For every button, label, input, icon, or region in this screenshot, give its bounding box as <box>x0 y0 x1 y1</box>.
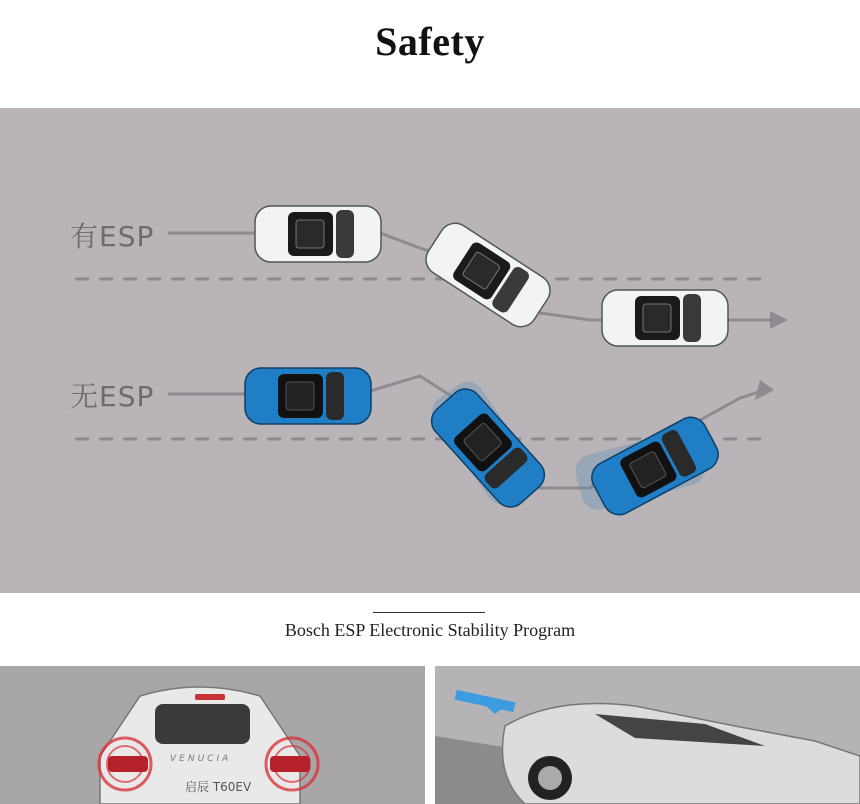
script-text: VENUCIA <box>170 754 232 764</box>
path-with-esp-arrow-head <box>770 311 788 329</box>
white-car-3 <box>602 290 728 346</box>
blue-car-1 <box>245 368 371 424</box>
path-without-esp-arrow-head <box>755 380 774 400</box>
white-car-1 <box>255 206 381 262</box>
label-without-esp: 无ESP <box>70 380 155 413</box>
white-car-2 <box>420 217 556 333</box>
rear-brake-lights-photo <box>0 666 425 804</box>
esp-diagram <box>0 108 860 593</box>
page-title: Safety <box>375 19 485 64</box>
hill-car-illustration <box>435 666 860 804</box>
badge-text: 启辰 T60EV <box>185 780 252 794</box>
section-caption: Bosch ESP Electronic Stability Program <box>284 620 576 640</box>
hill-climb-photo <box>435 666 860 804</box>
esp-diagram-graphic <box>0 108 860 593</box>
blue-car-3 <box>586 412 724 521</box>
caption-divider <box>373 612 485 613</box>
label-with-esp: 有ESP <box>70 220 155 253</box>
